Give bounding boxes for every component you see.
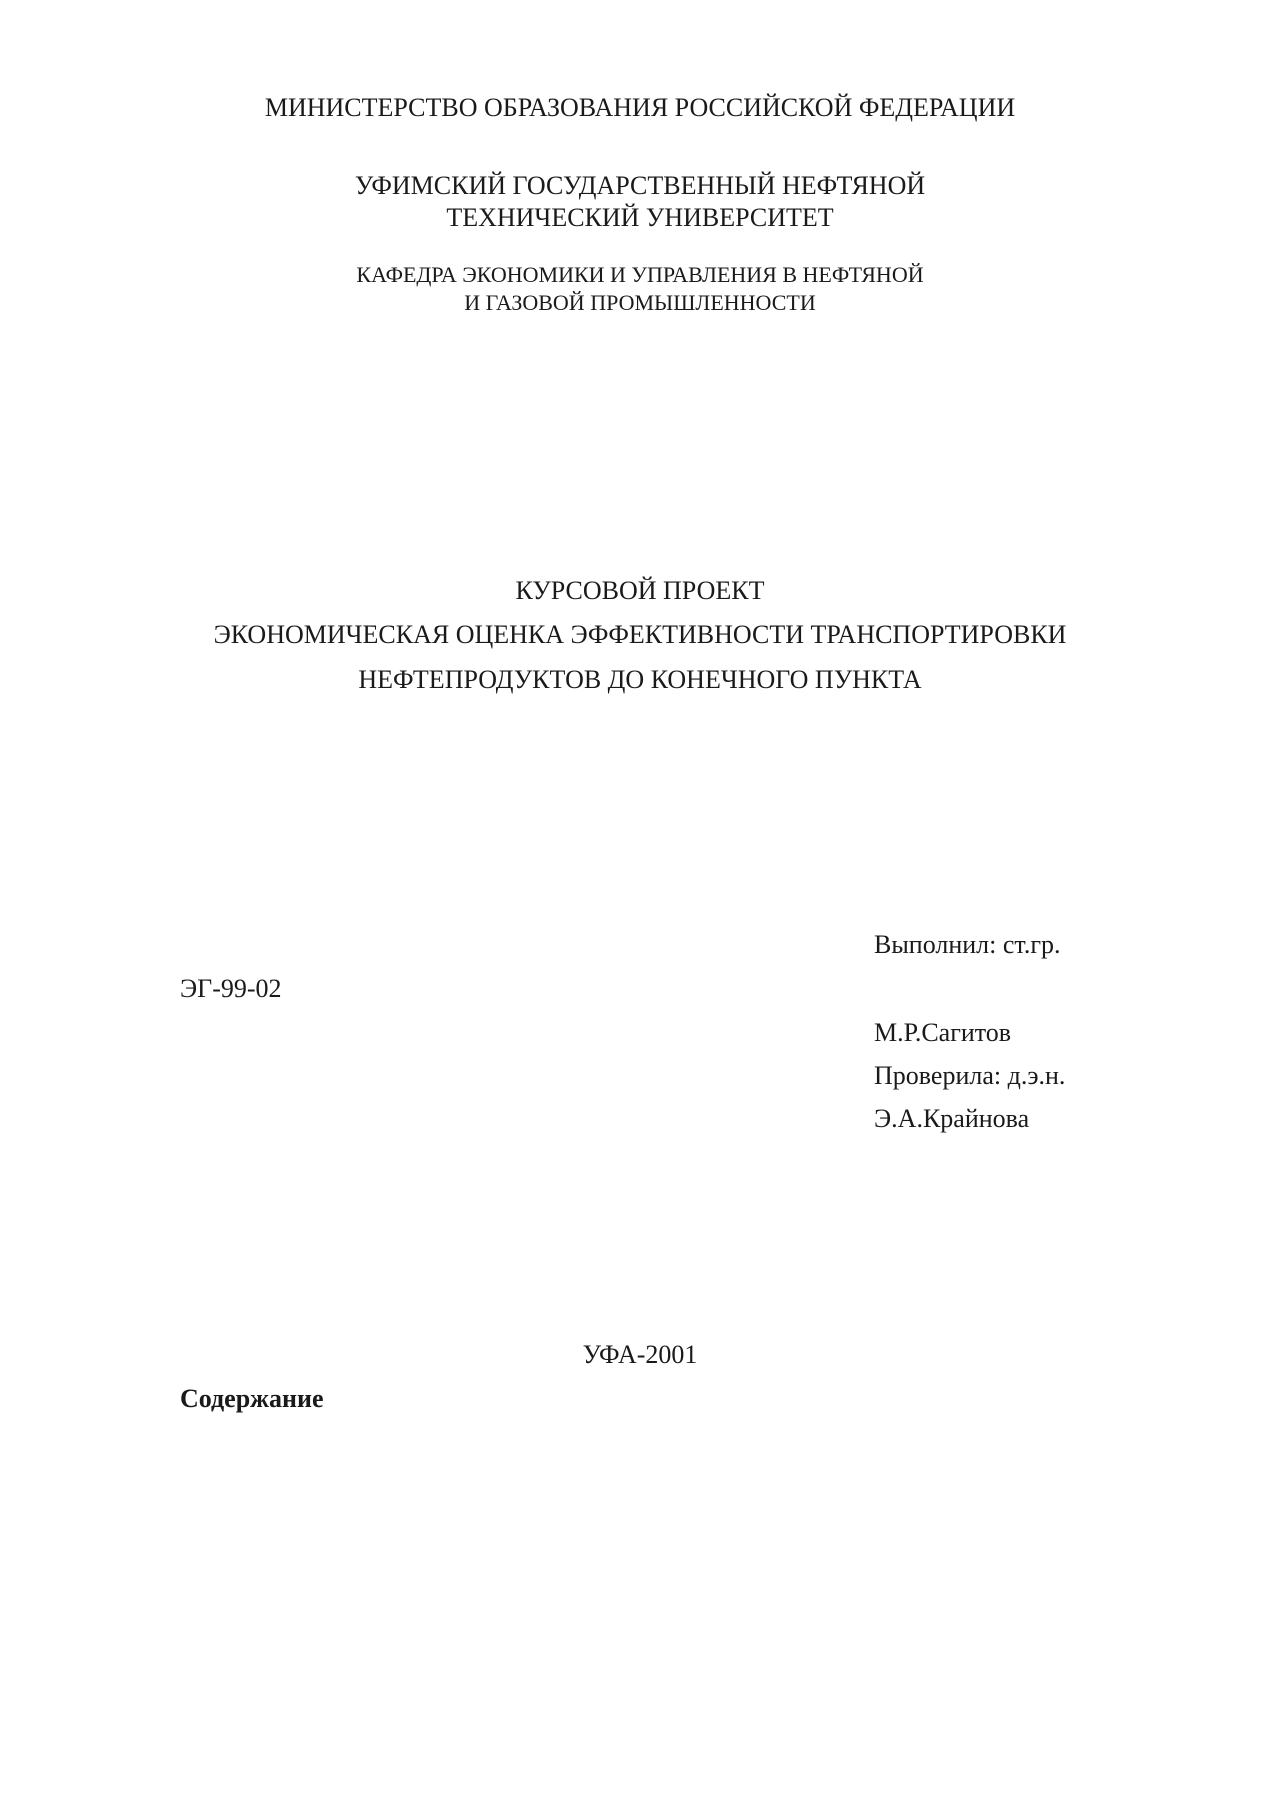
work-type-heading: КУРСОВОЙ ПРОЕКТ — [515, 576, 765, 605]
department-name-line1: КАФЕДРА ЭКОНОМИКИ И УПРАВЛЕНИЯ В НЕФТЯНОЙ — [356, 262, 924, 287]
student-name: М.Р.Сагитов — [874, 1018, 1012, 1047]
topic-title-line1: ЭКОНОМИЧЕСКАЯ ОЦЕНКА ЭФФЕКТИВНОСТИ ТРАНСПОРТИРОВКИ — [213, 620, 1067, 649]
university-name-line1: УФИМСКИЙ ГОСУДАРСТВЕННЫЙ НЕФТЯНОЙ — [354, 171, 926, 200]
ministry-heading: МИНИСТЕРСТВО ОБРАЗОВАНИЯ РОССИЙСКОЙ ФЕДЕРАЦИИ — [264, 93, 1016, 122]
student-group: ЭГ-99-02 — [180, 974, 282, 1003]
performed-by-label: Выполнил: ст.гр. — [874, 930, 1061, 959]
topic-title-line2: НЕФТЕПРОДУКТОВ ДО КОНЕЧНОГО ПУНКТА — [358, 665, 922, 694]
contents-heading: Содержание — [180, 1384, 324, 1413]
city-year: УФА-2001 — [582, 1340, 698, 1369]
checked-by-label: Проверила: д.э.н. — [874, 1061, 1066, 1090]
supervisor-name: Э.А.Крайнова — [874, 1104, 1030, 1133]
department-name-line2: И ГАЗОВОЙ ПРОМЫШЛЕННОСТИ — [464, 290, 816, 315]
university-name-line2: ТЕХНИЧЕСКИЙ УНИВЕРСИТЕТ — [446, 203, 834, 232]
